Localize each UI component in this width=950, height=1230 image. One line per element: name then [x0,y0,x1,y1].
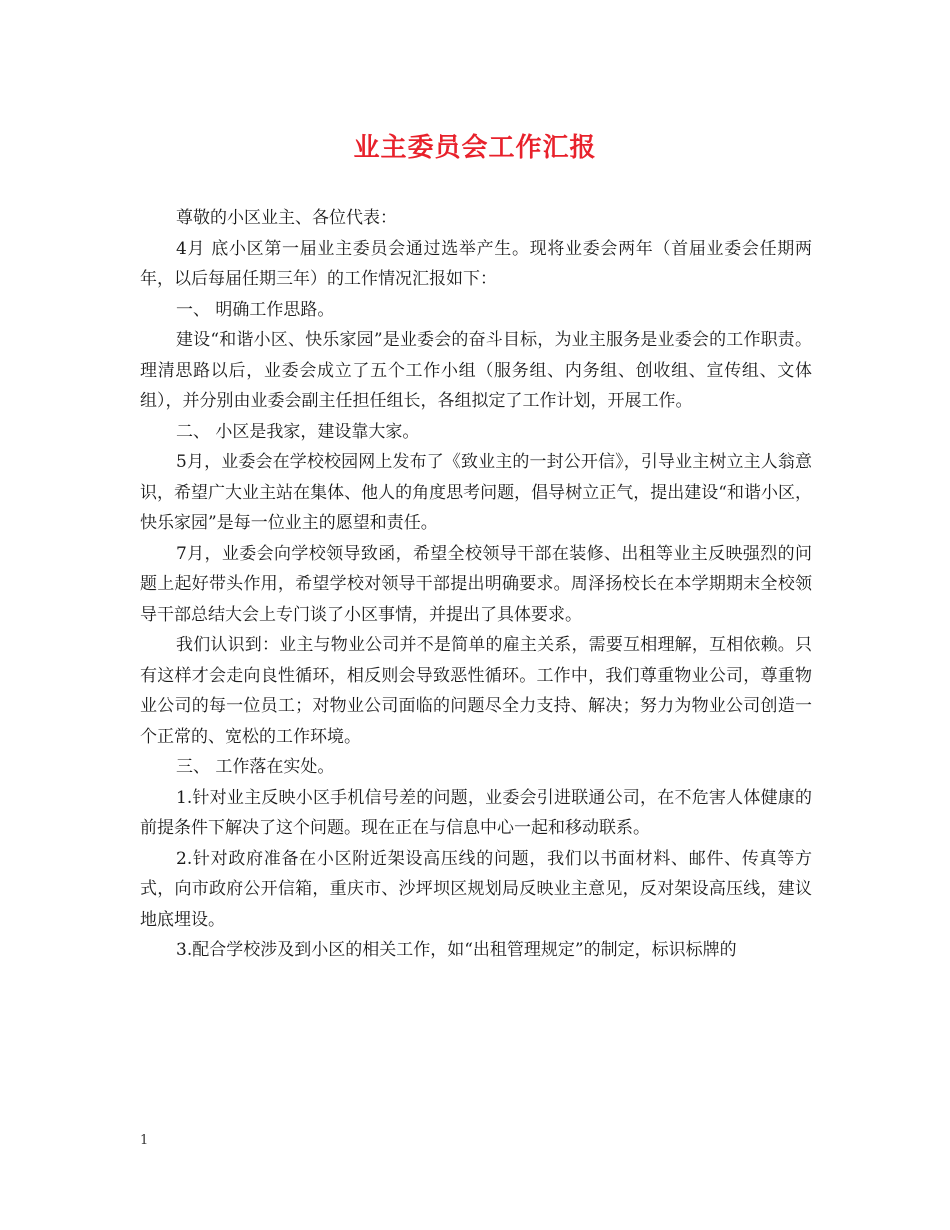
salutation-paragraph: 尊敬的小区业主、各位代表： [176,208,397,228]
list-item-paragraph: 2.针对政府准备在小区附近架设高压线的问题，我们以书面材料、邮件、传真等方式，向市政府公开信箱，重庆市、沙坪坝区规划局反映业主意见，反对架设高压线，建议地底埋设。 [140,848,812,930]
section-heading-1: 一、 明确工作思路。 [176,299,335,320]
document-title: 业主委员会工作汇报 [353,133,597,163]
document-body [140,203,812,966]
list-item-paragraph: 3.配合学校涉及到小区的相关工作，如“出租管理规定”的制定，标识标牌的 [176,940,737,960]
body-paragraph: 建设“和谐小区、快乐家园”是业委会的奋斗目标，为业主服务是业委会的工作职责。理清思路以后，业委会成立了五个工作小组（服务组、内务组、创收组、宣传组、文体组），并分别由业委会副主任担任组长，各组拟定了工作计划，开展工作。 [140,330,812,411]
body-paragraph: 5月，业委会在学校校园网上发布了《致业主的一封公开信》，引导业主树立主人翁意识，希望广大业主站在集体、他人的角度思考问题，倡导树立正气，提出建设“和谐小区，快乐家园”是每一位业主的愿望和责任。 [140,452,812,533]
intro-paragraph: 4月 底小区第一届业主委员会通过选举产生。现将业委会两年（首届业委会任期两年，以后每届任期三年）的工作情况汇报如下： [140,238,812,289]
body-paragraph: 7月，业委会向学校领导致函，希望全校领导干部在装修、出租等业主反映强烈的问题上起好带头作用，希望学校对领导干部提出明确要求。周泽扬校长在本学期期末全校领导干部总结大会上专门谈了小区事情，并提出了具体要求。 [140,543,812,625]
section-heading-2: 二、 小区是我家，建设靠大家。 [176,421,420,442]
page-number: 1 [140,1133,149,1148]
body-paragraph: 我们认识到：业主与物业公司并不是简单的雇主关系，需要互相理解，互相依赖。只有这样才会走向良性循环，相反则会导致恶性循环。工作中，我们尊重物业公司，尊重物业公司的每一位员工；对物业公司面临的问题尽全力支持、解决；努力为物业公司创造一个正常的、宽松的工作环境。 [140,635,812,747]
section-heading-3: 三、 工作落在实处。 [176,757,335,777]
list-item-paragraph: 1.针对业主反映小区手机信号差的问题，业委会引进联通公司，在不危害人体健康的前提条件下解决了这个问题。现在正在与信息中心一起和移动联系。 [140,787,812,838]
